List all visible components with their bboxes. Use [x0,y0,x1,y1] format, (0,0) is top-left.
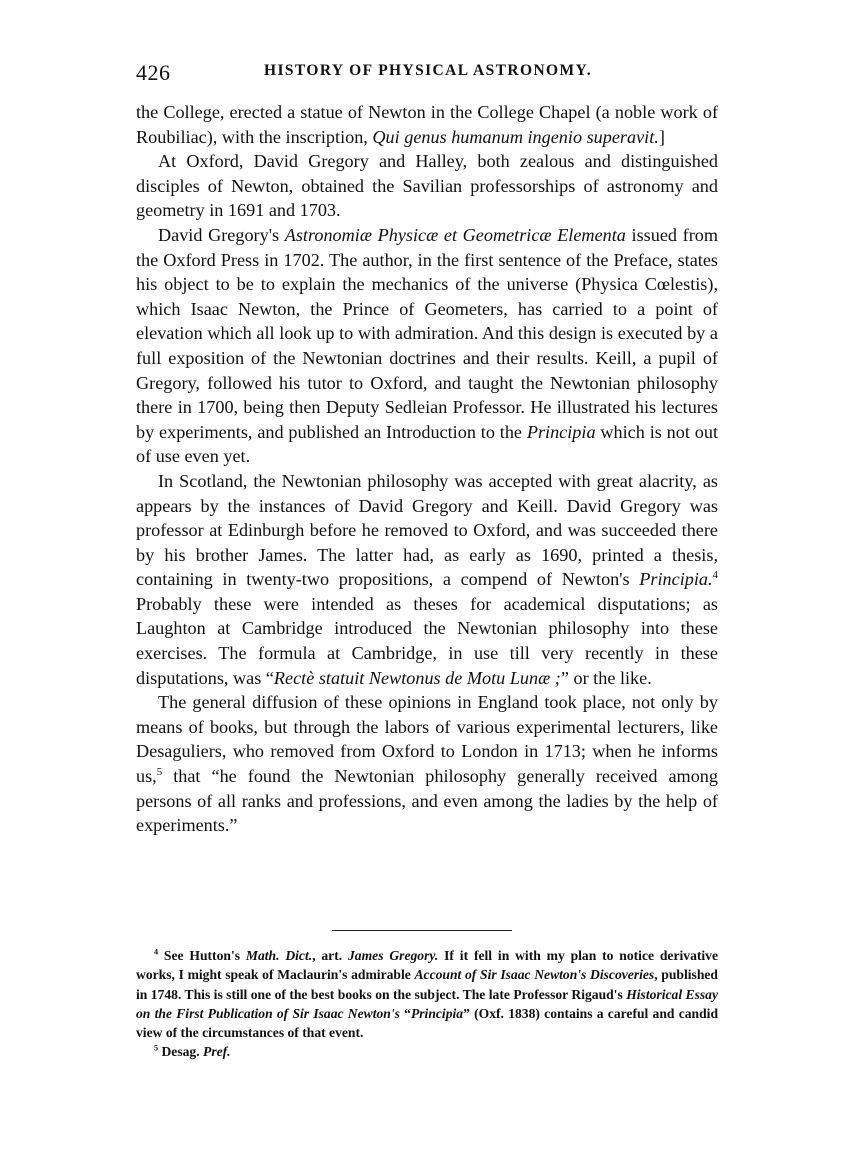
paragraph-oxford: At Oxford, David Gregory and Halley, both zealous and distinguished disciples of Newton, obtained the Savilian professorships of astronomy and geometry in 1691 and 1703. [136,151,718,221]
footnote-ref[interactable]: 4 [712,569,718,582]
paragraph-continued: the College, erected a statue of Newton in the College Chapel (a noble work of Roubiliac), with the inscription, Qui genus humanum ingenio superavit.] [136,102,718,147]
footnote: $^4$ See Hutton's Math. Dict., art. James Gregory. If it fell in with my plan to notice derivative works, I might speak of Maclaurin's admirable Account of Sir Isaac Newton's Discoveries, published in 1748. This is still one of the best books on the subject. The late Professor Rigaud's Historical Essay on the First Publication of Sir Isaac Newton's “Principia” (Oxf. 1838) contains a careful and candid view of the circumstances of that event. [136,947,719,1041]
paragraph-diffusion: The general diffusion of these opinions in England took place, not only by means of books, but through the labors of various experimental lecturers, like Desaguliers, who removed from Oxford to London in 1713; when he informs us,$^5$ that “he found the Newtonian philosophy generally received among persons of all ranks and professions, and even among the ladies by the help of experiments.” [136,692,718,836]
paragraph-gregory: David Gregory's Astronomiæ Physicæ et Geometricæ Elementa issued from the Oxford Press in 1702. The author, in the first sentence of the Preface, states his object to be to explain the mechanics of the universe (Physica Cœlestis), which Isaac Newton, the Prince of Geometers, has carried to a point of elevation which all look up to with admiration. And this design is executed by a full exposition of the Newtonian doctrines and their results. Keill, a pupil of Gregory, followed his tutor to Oxford, and taught the Newtonian philosophy there in 1700, being then Deputy Sedleian Professor. He illustrated his lectures by experiments, and published an Introduction to the Principia which is not out of use even yet. [136,224,719,467]
body-text [136,100,718,838]
footnote: $^5$ Desag. Pref. [154,1043,231,1060]
page-number: 426 [136,60,171,85]
footnotes [136,946,718,1062]
footnote-ref[interactable]: 5 [156,765,163,778]
footnote-divider [332,930,512,931]
paragraph-scotland: In Scotland, the Newtonian philosophy was accepted with great alacrity, as appears by the instances of David Gregory and Keill. David Gregory was professor at Edinburgh before he removed to Oxford, and was succeeded there by his brother James. The latter had, as early as 1690, printed a thesis, containing in twenty-two propositions, a compend of Newton's Principia.$^4$ Probably these were intended as theses for academical disputations; as Laughton at Cambridge introduced the Newtonian philosophy into these exercises. The formula at Cambridge, in use till very recently in these disputations, was “Rectè statuit Newtonus de Motu Lunæ ;” or the like. [136,470,718,688]
running-title: HISTORY OF PHYSICAL ASTRONOMY. [264,62,592,79]
page-header [136,60,718,88]
